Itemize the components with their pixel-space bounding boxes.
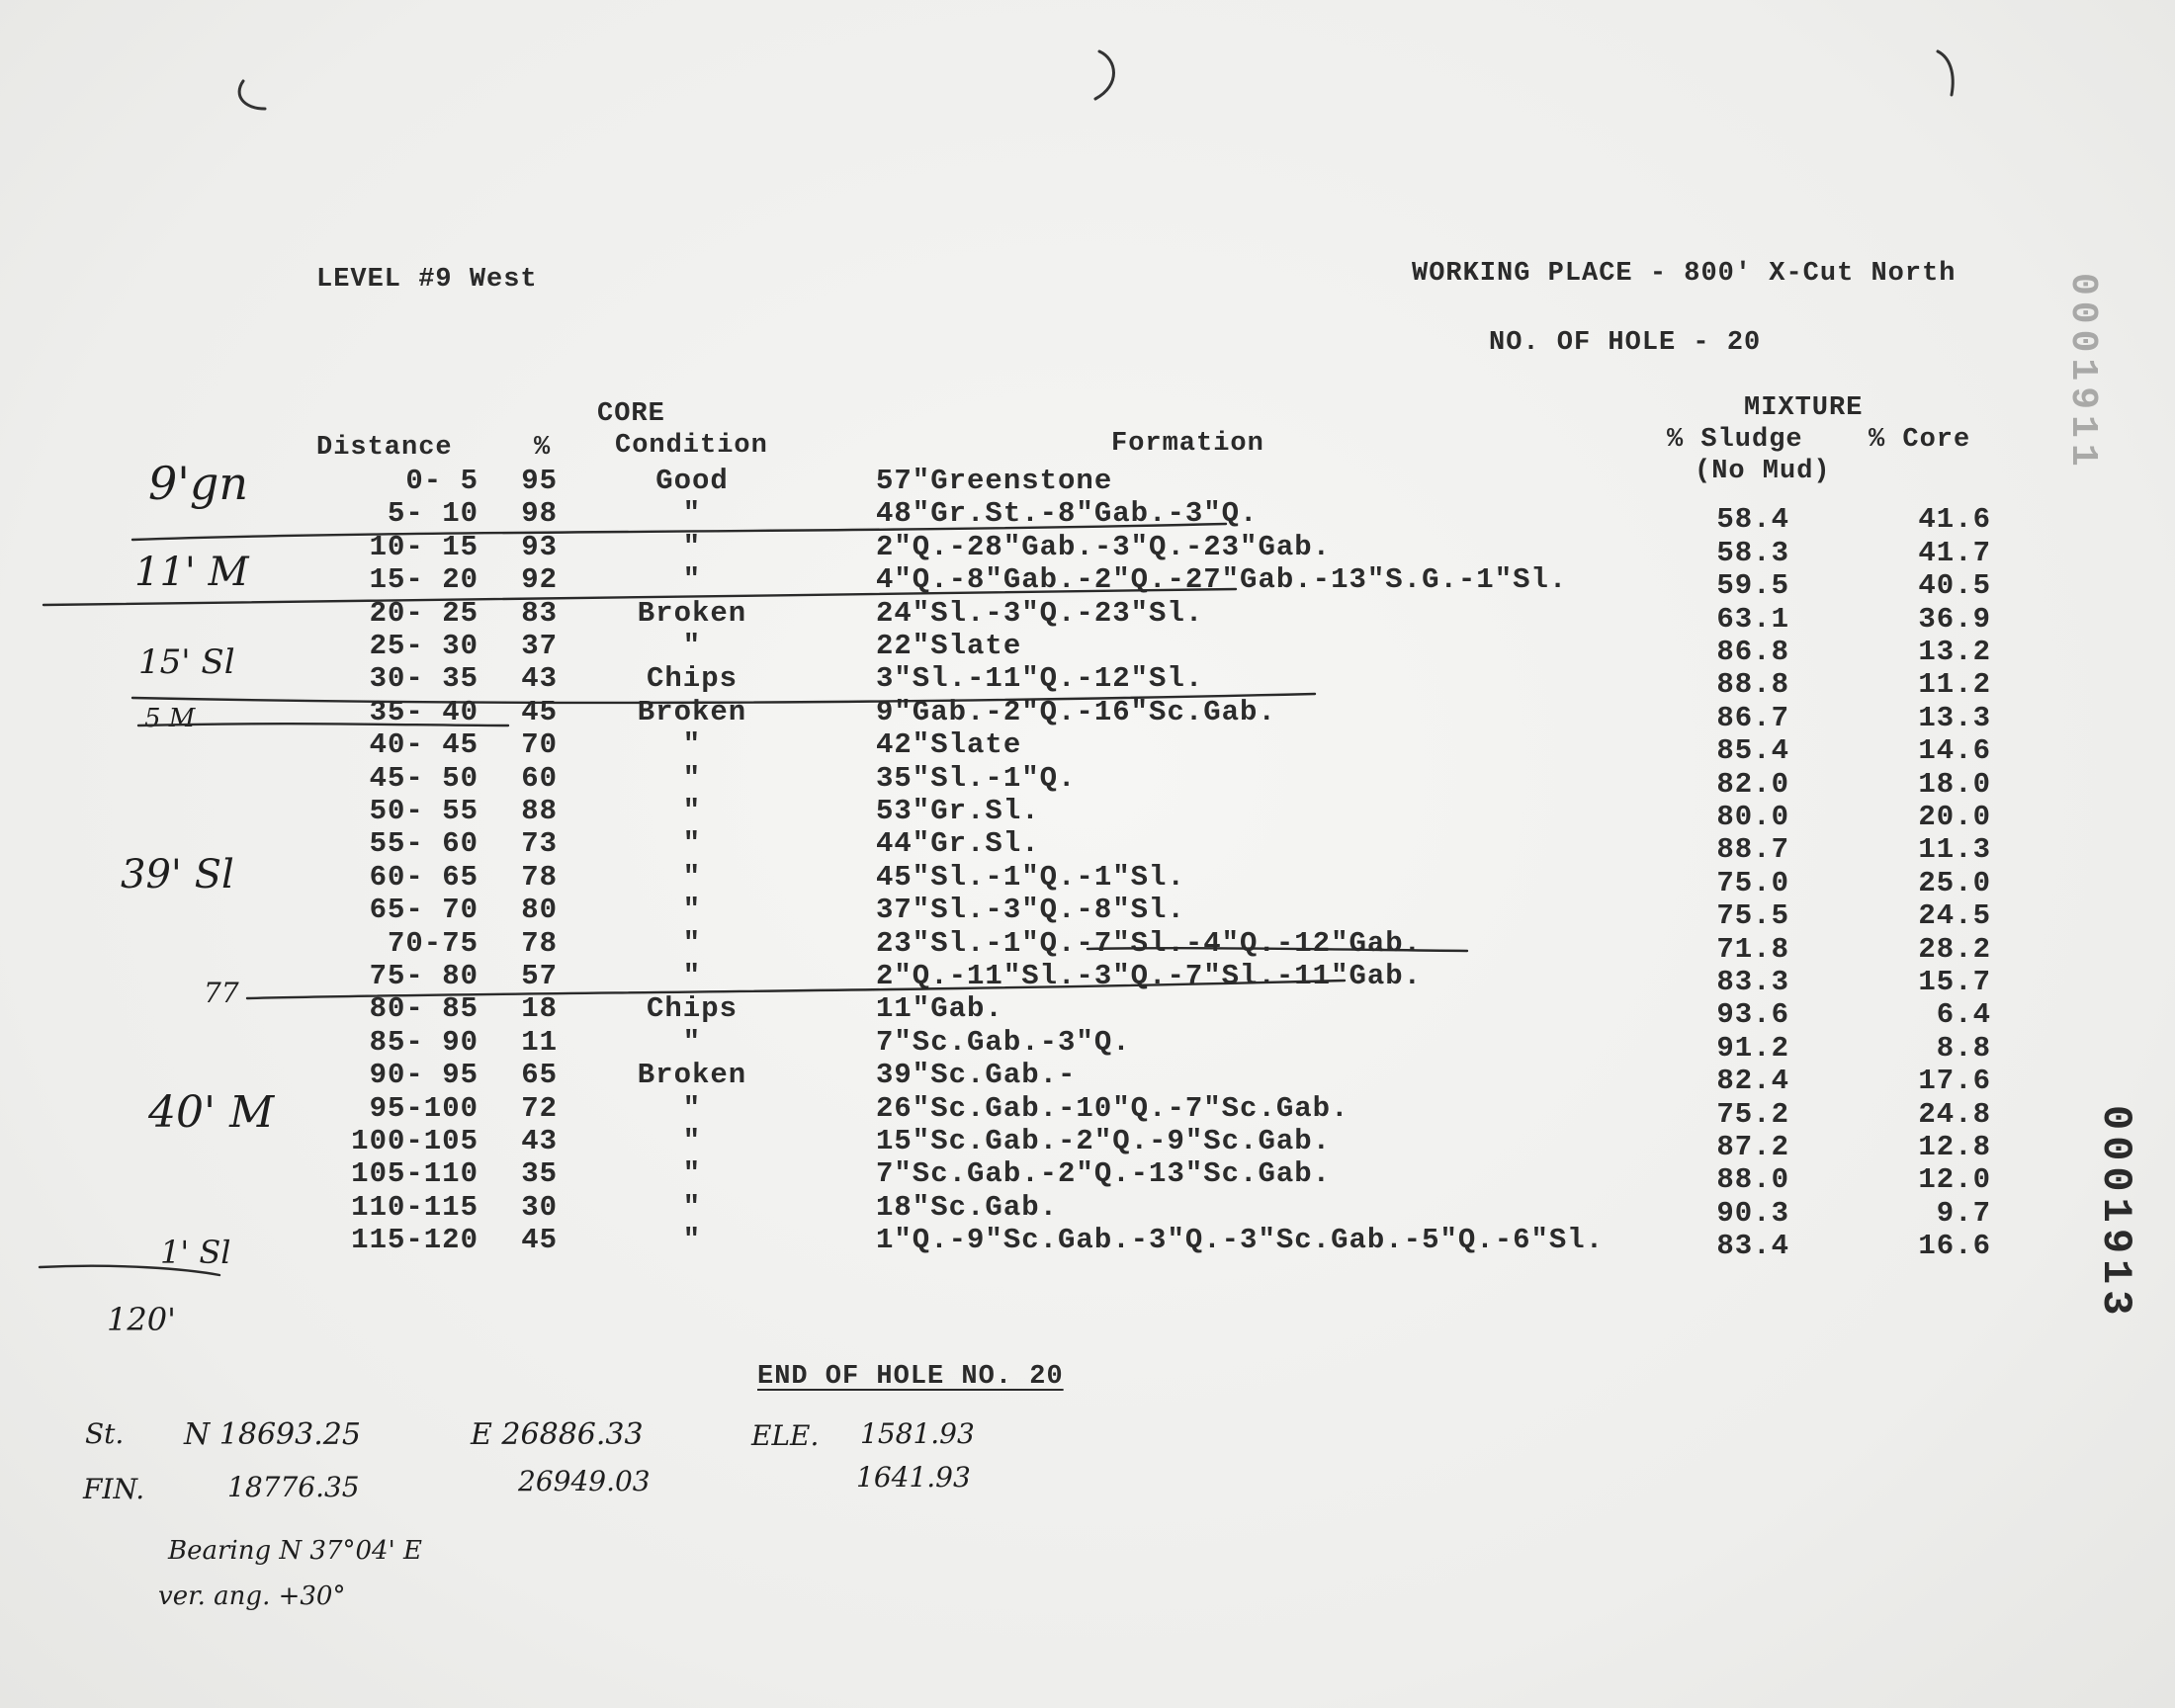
cell-mixture-core-pct: 17.6	[1918, 1065, 1991, 1098]
cell-condition: "	[682, 1125, 702, 1157]
col-pct-core: % Core	[1869, 425, 1971, 455]
cell-core-pct: 35	[521, 1157, 558, 1191]
cell-distance: 10- 15	[369, 530, 478, 563]
cell-condition: Broken	[637, 1059, 747, 1092]
margin-note: 5 M	[144, 704, 196, 733]
working-place: WORKING PLACE - 800' X-Cut North	[1412, 259, 1957, 289]
cell-mixture-core-pct: 20.0	[1918, 801, 1991, 833]
fin-easting: 26949.03	[518, 1465, 651, 1497]
start-northing: N 18693.25	[184, 1417, 361, 1452]
cell-formation: 24"Sl.-3"Q.-23"Sl.	[876, 596, 1204, 630]
cell-mixture-core-pct: 24.8	[1918, 1097, 1991, 1131]
cell-mixture-core-pct: 24.5	[1918, 899, 1991, 933]
end-of-hole: END OF HOLE NO. 20	[757, 1362, 1064, 1392]
cell-condition: "	[682, 761, 702, 795]
table-row	[0, 860, 2076, 899]
cell-formation: 39"Sc.Gab.-	[876, 1059, 1077, 1092]
cell-condition: Broken	[637, 596, 747, 630]
cell-condition: Broken	[637, 695, 747, 728]
table-row	[0, 596, 2076, 636]
cell-formation: 2"Q.-28"Gab.-3"Q.-23"Gab.	[876, 530, 1332, 563]
cell-sludge-pct: 58.3	[1716, 536, 1789, 569]
cell-sludge-pct: 75.0	[1716, 866, 1789, 899]
cell-mixture-core-pct: 15.7	[1918, 966, 1991, 998]
cell-sludge-pct: 93.6	[1716, 998, 1789, 1032]
col-condition: Condition	[615, 431, 768, 461]
cell-formation: 23"Sl.-1"Q.-7"Sl.-4"Q.-12"Gab.	[876, 926, 1423, 960]
cell-sludge-pct: 86.7	[1716, 701, 1789, 734]
table-row	[0, 1025, 2076, 1065]
cell-distance: 95-100	[369, 1091, 478, 1125]
cell-formation: 26"Sc.Gab.-10"Q.-7"Sc.Gab.	[876, 1091, 1349, 1125]
cell-mixture-core-pct: 13.3	[1918, 701, 1991, 734]
cell-mixture-core-pct: 41.6	[1918, 503, 1991, 537]
cell-mixture-core-pct: 28.2	[1918, 932, 1991, 966]
cell-formation: 2"Q.-11"Sl.-3"Q.-7"Sl.-11"Gab.	[876, 960, 1423, 992]
cell-condition: "	[682, 1091, 702, 1125]
table-row	[0, 960, 2076, 998]
fin-label: FIN.	[83, 1473, 145, 1505]
cell-sludge-pct: 80.0	[1716, 801, 1789, 833]
cell-core-pct: 78	[521, 860, 558, 894]
table-row	[0, 761, 2076, 801]
vertical-angle-note: ver. ang. +30°	[158, 1581, 346, 1611]
col-mixture: MIXTURE	[1744, 393, 1864, 423]
cell-core-pct: 72	[521, 1091, 558, 1125]
cell-distance: 70-75	[387, 926, 478, 960]
cell-distance: 40- 45	[369, 728, 478, 762]
cell-mixture-core-pct: 36.9	[1918, 602, 1991, 636]
table-row	[0, 662, 2076, 702]
cell-condition: "	[682, 497, 702, 531]
cell-condition: "	[682, 926, 702, 960]
cell-condition: "	[682, 630, 702, 662]
cell-condition: "	[682, 1224, 702, 1257]
cell-condition: Chips	[646, 662, 738, 696]
cell-sludge-pct: 59.5	[1716, 569, 1789, 603]
cell-formation: 4"Q.-8"Gab.-2"Q.-27"Gab.-13"S.G.-1"Sl.	[876, 563, 1568, 597]
cell-formation: 1"Q.-9"Sc.Gab.-3"Q.-3"Sc.Gab.-5"Q.-6"Sl.	[876, 1224, 1605, 1257]
table-row	[0, 530, 2076, 569]
cell-distance: 20- 25	[369, 596, 478, 630]
margin-note: 39' Sl	[121, 852, 234, 897]
margin-note: 40' M	[148, 1087, 275, 1138]
col-no-mud: (No Mud)	[1695, 457, 1831, 486]
col-percent: %	[534, 433, 552, 463]
cell-distance: 15- 20	[369, 563, 478, 597]
cell-mixture-core-pct: 12.8	[1918, 1131, 1991, 1163]
table-row	[0, 728, 2076, 768]
cell-distance: 0- 5	[405, 465, 478, 497]
cell-sludge-pct: 75.2	[1716, 1097, 1789, 1131]
table-row	[0, 827, 2076, 867]
cell-core-pct: 70	[521, 728, 558, 762]
cell-core-pct: 80	[521, 894, 558, 927]
cell-condition: "	[682, 530, 702, 563]
col-pct-sludge: % Sludge	[1667, 425, 1803, 455]
cell-sludge-pct: 82.4	[1716, 1065, 1789, 1098]
cell-distance: 105-110	[351, 1157, 478, 1191]
cell-sludge-pct: 83.3	[1716, 966, 1789, 998]
cell-mixture-core-pct: 16.6	[1918, 1230, 1991, 1263]
cell-condition: "	[682, 728, 702, 762]
cell-formation: 48"Gr.St.-8"Gab.-3"Q.	[876, 497, 1259, 531]
cell-core-pct: 78	[521, 926, 558, 960]
cell-mixture-core-pct: 13.2	[1918, 636, 1991, 668]
cell-mixture-core-pct: 11.3	[1918, 833, 1991, 867]
cell-formation: 7"Sc.Gab.-3"Q.	[876, 1025, 1131, 1059]
cell-distance: 100-105	[351, 1125, 478, 1157]
cell-distance: 60- 65	[369, 860, 478, 894]
cell-sludge-pct: 88.0	[1716, 1163, 1789, 1197]
cell-mixture-core-pct: 14.6	[1918, 734, 1991, 768]
table-row	[0, 630, 2076, 668]
cell-mixture-core-pct: 6.4	[1936, 998, 1991, 1032]
cell-core-pct: 43	[521, 1125, 558, 1157]
margin-note: 77	[204, 977, 239, 1009]
start-elevation: 1581.93	[860, 1417, 975, 1450]
cell-mixture-core-pct: 12.0	[1918, 1163, 1991, 1197]
cell-condition: "	[682, 563, 702, 597]
cell-formation: 44"Gr.Sl.	[876, 827, 1040, 861]
cell-sludge-pct: 90.3	[1716, 1196, 1789, 1230]
cell-core-pct: 88	[521, 795, 558, 827]
cell-condition: "	[682, 894, 702, 927]
cell-formation: 9"Gab.-2"Q.-16"Sc.Gab.	[876, 695, 1276, 728]
cell-distance: 80- 85	[369, 992, 478, 1026]
cell-condition: "	[682, 960, 702, 992]
cell-sludge-pct: 91.2	[1716, 1031, 1789, 1065]
cell-sludge-pct: 71.8	[1716, 932, 1789, 966]
cell-core-pct: 92	[521, 563, 558, 597]
cell-core-pct: 95	[521, 465, 558, 497]
cell-sludge-pct: 88.7	[1716, 833, 1789, 867]
cell-mixture-core-pct: 9.7	[1936, 1196, 1991, 1230]
table-row	[0, 1190, 2076, 1230]
cell-distance: 30- 35	[369, 662, 478, 696]
cell-sludge-pct: 58.4	[1716, 503, 1789, 537]
table-row	[0, 1059, 2076, 1098]
table-row	[0, 795, 2076, 833]
cell-sludge-pct: 88.8	[1716, 668, 1789, 702]
cell-distance: 55- 60	[369, 827, 478, 861]
cell-formation: 37"Sl.-3"Q.-8"Sl.	[876, 894, 1185, 927]
cell-core-pct: 18	[521, 992, 558, 1026]
cell-formation: 18"Sc.Gab.	[876, 1190, 1059, 1224]
cell-distance: 65- 70	[369, 894, 478, 927]
cell-condition: "	[682, 795, 702, 827]
document-stamp-number: 0001913	[2092, 1105, 2139, 1322]
cell-mixture-core-pct: 11.2	[1918, 668, 1991, 702]
cell-formation: 57"Greenstone	[876, 465, 1113, 497]
margin-note: 11' M	[134, 550, 249, 595]
cell-mixture-core-pct: 8.8	[1936, 1031, 1991, 1065]
cell-core-pct: 93	[521, 530, 558, 563]
cell-core-pct: 30	[521, 1190, 558, 1224]
cell-condition: "	[682, 1157, 702, 1191]
cell-core-pct: 45	[521, 1224, 558, 1257]
cell-core-pct: 57	[521, 960, 558, 992]
cell-condition: "	[682, 1025, 702, 1059]
cell-distance: 110-115	[351, 1190, 478, 1224]
cell-condition: Chips	[646, 992, 738, 1026]
hole-number: NO. OF HOLE - 20	[1489, 328, 1762, 358]
bearing-note: Bearing N 37°04' E	[168, 1536, 422, 1566]
cell-core-pct: 45	[521, 695, 558, 728]
cell-mixture-core-pct: 25.0	[1918, 866, 1991, 899]
cell-core-pct: 98	[521, 497, 558, 531]
cell-distance: 115-120	[351, 1224, 478, 1257]
cell-distance: 45- 50	[369, 761, 478, 795]
total-depth-note: 120'	[107, 1301, 176, 1338]
cell-sludge-pct: 86.8	[1716, 636, 1789, 668]
cell-distance: 75- 80	[369, 960, 478, 992]
cell-condition: Good	[655, 465, 729, 497]
cell-mixture-core-pct: 18.0	[1918, 767, 1991, 801]
cell-core-pct: 73	[521, 827, 558, 861]
cell-sludge-pct: 85.4	[1716, 734, 1789, 768]
table-row	[0, 992, 2076, 1032]
table-row	[0, 894, 2076, 933]
cell-mixture-core-pct: 41.7	[1918, 536, 1991, 569]
ele-label: ELE.	[751, 1419, 820, 1452]
cell-core-pct: 65	[521, 1059, 558, 1092]
col-formation: Formation	[1111, 429, 1264, 459]
col-distance: Distance	[316, 433, 453, 463]
cell-condition: "	[682, 1190, 702, 1224]
cell-core-pct: 60	[521, 761, 558, 795]
cell-formation: 35"Sl.-1"Q.	[876, 761, 1077, 795]
cell-condition: "	[682, 860, 702, 894]
cell-core-pct: 83	[521, 596, 558, 630]
cell-distance: 5- 10	[387, 497, 478, 531]
margin-note: 1' Sl	[160, 1234, 231, 1271]
cell-sludge-pct: 75.5	[1716, 899, 1789, 933]
cell-distance: 85- 90	[369, 1025, 478, 1059]
cell-formation: 7"Sc.Gab.-2"Q.-13"Sc.Gab.	[876, 1157, 1332, 1191]
start-label: St.	[85, 1417, 125, 1450]
cell-sludge-pct: 82.0	[1716, 767, 1789, 801]
table-row	[0, 563, 2076, 603]
level-title: LEVEL #9 West	[316, 265, 538, 295]
cell-formation: 22"Slate	[876, 630, 1022, 662]
cell-mixture-core-pct: 40.5	[1918, 569, 1991, 603]
cell-formation: 3"Sl.-11"Q.-12"Sl.	[876, 662, 1204, 696]
cell-formation: 53"Gr.Sl.	[876, 795, 1040, 827]
table-row	[0, 1125, 2076, 1163]
cell-core-pct: 37	[521, 630, 558, 662]
fin-northing: 18776.35	[227, 1471, 360, 1503]
document-stamp-faint: 0001911	[2061, 273, 2104, 472]
margin-note: 9'gn	[148, 457, 248, 510]
margin-note: 15' Sl	[138, 642, 235, 682]
cell-sludge-pct: 83.4	[1716, 1230, 1789, 1263]
cell-distance: 90- 95	[369, 1059, 478, 1092]
cell-formation: 42"Slate	[876, 728, 1022, 762]
table-row	[0, 465, 2076, 498]
cell-formation: 11"Gab.	[876, 992, 1003, 1026]
table-row	[0, 695, 2076, 734]
table-row	[0, 497, 2076, 537]
cell-sludge-pct: 63.1	[1716, 602, 1789, 636]
cell-formation: 15"Sc.Gab.-2"Q.-9"Sc.Gab.	[876, 1125, 1332, 1157]
cell-distance: 35- 40	[369, 695, 478, 728]
cell-distance: 25- 30	[369, 630, 478, 662]
fin-elevation: 1641.93	[856, 1461, 971, 1494]
col-core: CORE	[597, 399, 665, 429]
table-row	[0, 1224, 2076, 1263]
cell-condition: "	[682, 827, 702, 861]
cell-core-pct: 11	[521, 1025, 558, 1059]
table-row	[0, 926, 2076, 966]
table-row	[0, 1157, 2076, 1197]
cell-distance: 50- 55	[369, 795, 478, 827]
cell-sludge-pct: 87.2	[1716, 1131, 1789, 1163]
table-row	[0, 1091, 2076, 1131]
cell-formation: 45"Sl.-1"Q.-1"Sl.	[876, 860, 1185, 894]
cell-core-pct: 43	[521, 662, 558, 696]
start-easting: E 26886.33	[471, 1417, 644, 1452]
